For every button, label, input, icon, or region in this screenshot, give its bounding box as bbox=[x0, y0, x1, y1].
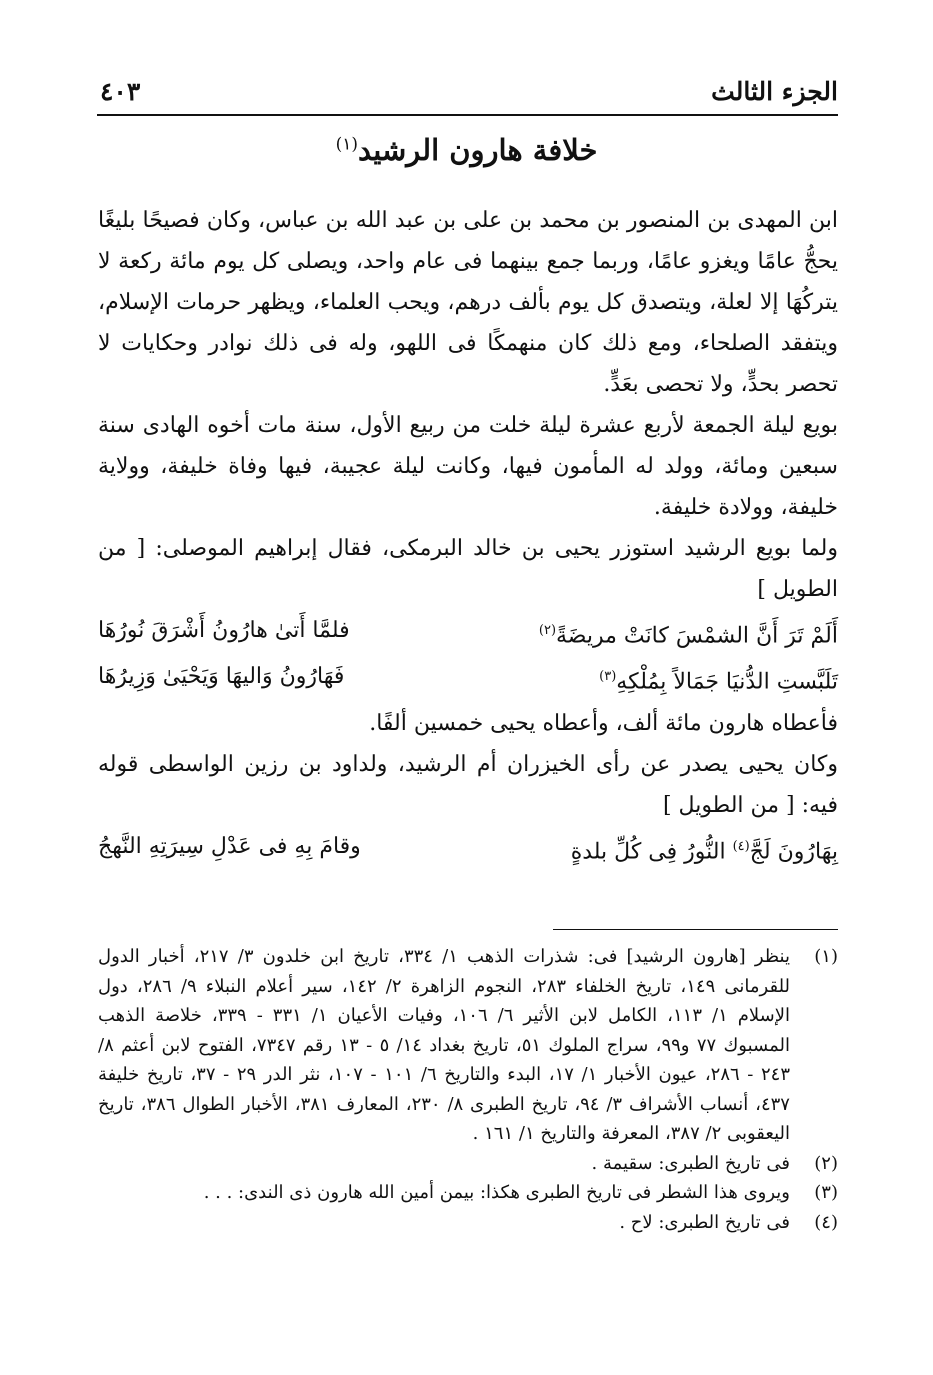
chapter-title-text: خلافة هارون الرشيد bbox=[357, 133, 598, 167]
footnote-text: فى تاريخ الطبرى: لاح . bbox=[619, 1211, 790, 1233]
main-text bbox=[98, 200, 838, 872]
hemistich-left: وقامَ بِهِ فى عَدْلِ سِيرَتِهِ النَّهجُ bbox=[98, 833, 361, 859]
footnote-number: (٢) bbox=[814, 1152, 838, 1174]
verse-line-3 bbox=[98, 826, 838, 872]
paragraph-1: ابن المهدى بن المنصور بن محمد بن على بن عبد الله بن عباس، وكان فصيحًا بليغًا يحجُّ عامًا ويغزو عامًا، وربما جمع بينهما فى عام واحد، ويصلى كل يوم مائة ركعة لا يتركُهَا إلا لعلة، ويتصدق كل يوم بألف درهم، ويحب العلماء، ويظهر حرمات الإسلام، ويتفقد الصلحاء، ومع ذلك كان منهمكًا فى اللهو، وله فى ذلك نوادر وحكايات لا تحصر بحدٍّ، ولا تحصى بعَدٍّ. bbox=[98, 208, 839, 397]
hemistich-right: أَلَمْ تَرَ أَنَّ الشمْسَ كانَتْ مريضَةً$^{(٢)}$ bbox=[538, 623, 838, 649]
footnote-1 bbox=[98, 942, 838, 1149]
running-head bbox=[100, 64, 838, 106]
footnote-text: ينظر [هارون الرشيد] فى: شذرات الذهب ١/ ٣٣٤، تاريخ ابن خلدون ٣/ ٢١٧، أخبار الدول للقرمانى ١٤٩، تاريخ الخلفاء ٢٨٣، النجوم الزاهرة ٢/ ١٤٢، سير أعلام النبلاء ٩/ ٢٨٦، دول الإسلام ١/ ١١٣، الكامل لابن الأثير ٦/ ١٠٦، وفيات الأعيان ١/ ٣٣١ - ٣٣٩، خلاصة الذهب المسبوك ٧٧ و٩٩، سراج الملوك ٥١، تاريخ بغداد ١٤/ ٥ - ١٣ رقم ٧٣٤٧، الفتوح لابن أعثم ٨/ ٢٤٣ - ٢٨٦، عيون الأخبار ١/ ١٧، البدء والتاريخ ٦/ ١٠١ - ١٠٧، نثر الدر ٢٩ - ٣٧، تاريخ خليفة ٤٣٧، أنساب الأشراف ٣/ ٩٤، تاريخ الطبرى ٨/ ٢٣٠، المعارف ٣٨١، الأخبار الطوال ٣٨٦، تاريخ اليعقوبى ٢/ ٣٨٧، المعرفة والتاريخ ١/ ١٦١ . bbox=[98, 946, 791, 1144]
footnote-number: (٣) bbox=[814, 1182, 838, 1203]
hemistich-left: فلمَّا أَتىٰ هارُونُ أَشْرَقَ نُورُهَا bbox=[98, 618, 350, 643]
hemistich-right: بِهَارُونَ لَجَّ$^{(٤)}$ النُّورُ فِى كُلِّ بلدةٍ bbox=[570, 838, 838, 864]
section-title: الجزء الثالث bbox=[711, 77, 838, 106]
hemistich-right: تَلَبَّستِ الدُّنيَا جَمَالاً بِمُلْكِهِ$^{(٣)}$ bbox=[599, 669, 838, 695]
footnote-ref-4: (٤) bbox=[732, 838, 750, 854]
header-rule bbox=[97, 114, 838, 116]
chapter-title bbox=[95, 133, 838, 189]
footnotes bbox=[98, 942, 838, 1237]
paragraph-4: وكان يحيى يصدر عن رأى الخيزران أم الرشيد، ولداود بن رزين الواسطى قوله فيه: [ من الطويل ] bbox=[98, 751, 838, 818]
footnote-rule bbox=[553, 929, 838, 930]
footnote-3 bbox=[98, 1178, 838, 1208]
footnote-text: ويروى هذا الشطر فى تاريخ الطبرى هكذا: بيمن أمين الله هارون ذى الندى: . . . bbox=[203, 1182, 790, 1203]
footnote-ref-2: (٢) bbox=[538, 623, 557, 638]
verse-line-2 bbox=[98, 656, 838, 702]
footnote-number: (٤) bbox=[814, 1211, 838, 1233]
footnote-ref-3: (٣) bbox=[599, 669, 617, 685]
verse-line-1 bbox=[98, 610, 838, 656]
footnote-ref-1: (١) bbox=[335, 134, 358, 155]
paragraph-3: ولما بويع الرشيد استوزر يحيى بن خالد البرمكى، فقال إبراهيم الموصلى: [ من الطويل ] bbox=[98, 536, 838, 602]
hemistich-left: فَهَارُونُ وَاليهَا وَيَحْيَىٰ وَزِيرُهَا bbox=[98, 664, 345, 690]
after-verse-line: فأعطاه هارون مائة ألف، وأعطاه يحيى خمسين ألفًا. bbox=[369, 710, 838, 736]
footnote-2 bbox=[98, 1149, 838, 1179]
paragraph-2: بويع ليلة الجمعة لأربع عشرة ليلة خلت من ربيع الأول، سنة مات أخوه الهادى سنة سبعين ومائة، وولد له المأمون فيها، وكانت ليلة عجيبة، فيها وفاة خليفة، وولاية خليفة، وولادة خليفة. bbox=[98, 413, 838, 520]
page-number: ٤٠٣ bbox=[100, 77, 141, 106]
footnote-text: فى تاريخ الطبرى: سقيمة . bbox=[591, 1152, 790, 1174]
footnote-4 bbox=[98, 1208, 838, 1238]
footnote-number: (١) bbox=[814, 946, 838, 967]
